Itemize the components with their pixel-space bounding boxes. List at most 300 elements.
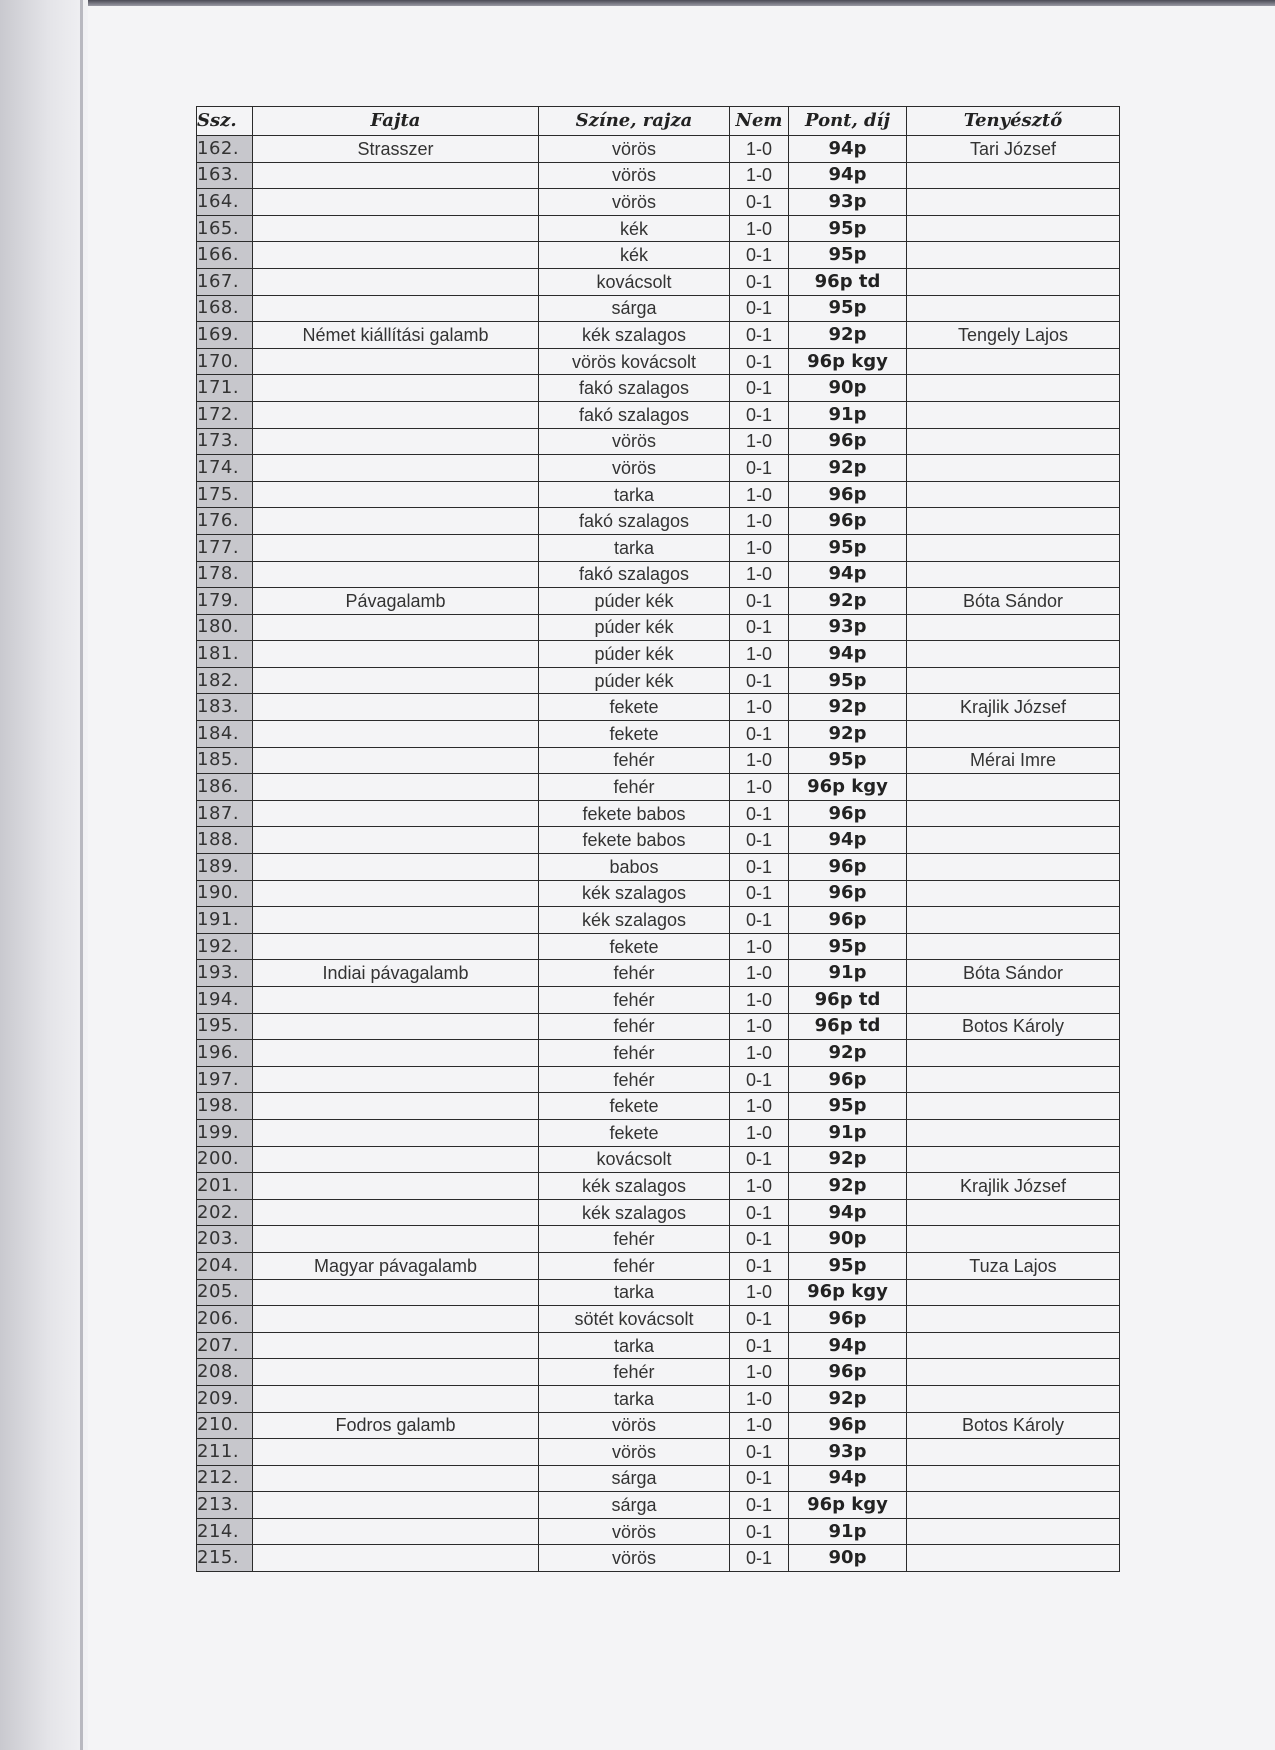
table-row bbox=[197, 136, 1120, 163]
breed-cell bbox=[253, 215, 539, 242]
row-number: 185. bbox=[197, 747, 253, 774]
breeder-cell bbox=[907, 534, 1120, 561]
row-number: 198. bbox=[197, 1093, 253, 1120]
color-cell: kék bbox=[539, 215, 730, 242]
breeder-cell bbox=[907, 827, 1120, 854]
breeder-cell: Bóta Sándor bbox=[907, 588, 1120, 615]
table-body bbox=[197, 136, 1120, 1572]
score-cell: 96p td bbox=[789, 987, 907, 1014]
breed-cell bbox=[253, 800, 539, 827]
breed-cell bbox=[253, 827, 539, 854]
row-number: 178. bbox=[197, 561, 253, 588]
breed-cell: Német kiállítási galamb bbox=[253, 322, 539, 349]
breeder-cell bbox=[907, 614, 1120, 641]
table-row bbox=[197, 907, 1120, 934]
breed-cell bbox=[253, 1359, 539, 1386]
sex-cell: 1-0 bbox=[730, 481, 789, 508]
color-cell: sárga bbox=[539, 1492, 730, 1519]
breed-cell bbox=[253, 1013, 539, 1040]
score-cell: 95p bbox=[789, 1093, 907, 1120]
sex-cell: 1-0 bbox=[730, 933, 789, 960]
breed-cell bbox=[253, 1040, 539, 1067]
row-number: 200. bbox=[197, 1146, 253, 1173]
color-cell: fakó szalagos bbox=[539, 375, 730, 402]
breed-cell bbox=[253, 348, 539, 375]
table-row bbox=[197, 1385, 1120, 1412]
table-row bbox=[197, 1518, 1120, 1545]
sex-cell: 0-1 bbox=[730, 1306, 789, 1333]
score-cell: 90p bbox=[789, 1545, 907, 1572]
breed-cell bbox=[253, 242, 539, 269]
color-cell: vörös bbox=[539, 1545, 730, 1572]
breeder-cell bbox=[907, 1465, 1120, 1492]
table-row bbox=[197, 721, 1120, 748]
score-cell: 96p bbox=[789, 1066, 907, 1093]
breed-cell bbox=[253, 455, 539, 482]
table-row bbox=[197, 1332, 1120, 1359]
breed-cell bbox=[253, 747, 539, 774]
breed-cell bbox=[253, 1332, 539, 1359]
breed-cell bbox=[253, 721, 539, 748]
table-row bbox=[197, 348, 1120, 375]
sex-cell: 0-1 bbox=[730, 1545, 789, 1572]
color-cell: fehér bbox=[539, 1066, 730, 1093]
table-row bbox=[197, 375, 1120, 402]
table-row bbox=[197, 1492, 1120, 1519]
row-number: 215. bbox=[197, 1545, 253, 1572]
breeder-cell: Krajlik József bbox=[907, 1173, 1120, 1200]
binding-shadow bbox=[0, 0, 88, 1750]
table-row bbox=[197, 641, 1120, 668]
scan-top-edge bbox=[0, 0, 1275, 6]
breed-cell bbox=[253, 1173, 539, 1200]
table-row bbox=[197, 455, 1120, 482]
results-table bbox=[196, 106, 1120, 1572]
sex-cell: 0-1 bbox=[730, 907, 789, 934]
breeder-cell bbox=[907, 1040, 1120, 1067]
breed-cell bbox=[253, 694, 539, 721]
sex-cell: 0-1 bbox=[730, 401, 789, 428]
table-row bbox=[197, 561, 1120, 588]
color-cell: kovácsolt bbox=[539, 268, 730, 295]
score-cell: 94p bbox=[789, 136, 907, 163]
row-number: 184. bbox=[197, 721, 253, 748]
color-cell: vörös bbox=[539, 1439, 730, 1466]
breeder-cell bbox=[907, 162, 1120, 189]
breeder-cell bbox=[907, 508, 1120, 535]
table-row bbox=[197, 162, 1120, 189]
score-cell: 93p bbox=[789, 189, 907, 216]
breed-cell bbox=[253, 1226, 539, 1253]
row-number: 173. bbox=[197, 428, 253, 455]
breeder-cell bbox=[907, 1439, 1120, 1466]
color-cell: vörös bbox=[539, 162, 730, 189]
breed-cell bbox=[253, 907, 539, 934]
breeder-cell: Krajlik József bbox=[907, 694, 1120, 721]
sex-cell: 0-1 bbox=[730, 1226, 789, 1253]
row-number: 211. bbox=[197, 1439, 253, 1466]
color-cell: fekete bbox=[539, 694, 730, 721]
row-number: 162. bbox=[197, 136, 253, 163]
breed-cell bbox=[253, 401, 539, 428]
table-row bbox=[197, 827, 1120, 854]
table-row bbox=[197, 933, 1120, 960]
row-number: 199. bbox=[197, 1119, 253, 1146]
row-number: 188. bbox=[197, 827, 253, 854]
sex-cell: 0-1 bbox=[730, 295, 789, 322]
sex-cell: 1-0 bbox=[730, 1173, 789, 1200]
color-cell: vörös bbox=[539, 189, 730, 216]
breeder-cell bbox=[907, 455, 1120, 482]
sex-cell: 1-0 bbox=[730, 1119, 789, 1146]
score-cell: 92p bbox=[789, 455, 907, 482]
row-number: 212. bbox=[197, 1465, 253, 1492]
breeder-cell: Tuza Lajos bbox=[907, 1252, 1120, 1279]
row-number: 172. bbox=[197, 401, 253, 428]
breeder-cell bbox=[907, 854, 1120, 881]
sex-cell: 0-1 bbox=[730, 1252, 789, 1279]
color-cell: fekete babos bbox=[539, 800, 730, 827]
row-number: 177. bbox=[197, 534, 253, 561]
table-row bbox=[197, 880, 1120, 907]
table-row bbox=[197, 1412, 1120, 1439]
score-cell: 96p td bbox=[789, 1013, 907, 1040]
color-cell: púder kék bbox=[539, 641, 730, 668]
breed-cell bbox=[253, 987, 539, 1014]
header-row bbox=[197, 107, 1120, 136]
score-cell: 96p td bbox=[789, 268, 907, 295]
breeder-cell bbox=[907, 1066, 1120, 1093]
sex-cell: 1-0 bbox=[730, 162, 789, 189]
sex-cell: 1-0 bbox=[730, 1093, 789, 1120]
row-number: 170. bbox=[197, 348, 253, 375]
sex-cell: 0-1 bbox=[730, 667, 789, 694]
breed-cell: Pávagalamb bbox=[253, 588, 539, 615]
sex-cell: 1-0 bbox=[730, 1412, 789, 1439]
sex-cell: 0-1 bbox=[730, 242, 789, 269]
table-row bbox=[197, 1545, 1120, 1572]
color-cell: fehér bbox=[539, 1252, 730, 1279]
breeder-cell bbox=[907, 907, 1120, 934]
score-cell: 96p bbox=[789, 508, 907, 535]
row-number: 181. bbox=[197, 641, 253, 668]
table-row bbox=[197, 534, 1120, 561]
sex-cell: 0-1 bbox=[730, 1492, 789, 1519]
sex-cell: 0-1 bbox=[730, 1465, 789, 1492]
row-number: 176. bbox=[197, 508, 253, 535]
breeder-cell bbox=[907, 1199, 1120, 1226]
color-cell: tarka bbox=[539, 481, 730, 508]
table-row bbox=[197, 854, 1120, 881]
color-cell: fehér bbox=[539, 987, 730, 1014]
row-number: 203. bbox=[197, 1226, 253, 1253]
breeder-cell bbox=[907, 1226, 1120, 1253]
breed-cell bbox=[253, 667, 539, 694]
score-cell: 96p bbox=[789, 428, 907, 455]
sex-cell: 0-1 bbox=[730, 1066, 789, 1093]
table-row bbox=[197, 268, 1120, 295]
breed-cell bbox=[253, 1119, 539, 1146]
breed-cell bbox=[253, 189, 539, 216]
row-number: 168. bbox=[197, 295, 253, 322]
color-cell: sárga bbox=[539, 295, 730, 322]
sex-cell: 1-0 bbox=[730, 508, 789, 535]
row-number: 204. bbox=[197, 1252, 253, 1279]
color-cell: fakó szalagos bbox=[539, 508, 730, 535]
table-row bbox=[197, 694, 1120, 721]
row-number: 187. bbox=[197, 800, 253, 827]
table-row bbox=[197, 1013, 1120, 1040]
sex-cell: 1-0 bbox=[730, 1359, 789, 1386]
color-cell: sötét kovácsolt bbox=[539, 1306, 730, 1333]
score-cell: 92p bbox=[789, 1146, 907, 1173]
score-cell: 96p kgy bbox=[789, 348, 907, 375]
breed-cell bbox=[253, 1492, 539, 1519]
sex-cell: 1-0 bbox=[730, 1385, 789, 1412]
breeder-cell bbox=[907, 1279, 1120, 1306]
breeder-cell bbox=[907, 1385, 1120, 1412]
table-row bbox=[197, 987, 1120, 1014]
breeder-cell: Mérai Imre bbox=[907, 747, 1120, 774]
breeder-cell: Bóta Sándor bbox=[907, 960, 1120, 987]
score-cell: 92p bbox=[789, 322, 907, 349]
breed-cell bbox=[253, 162, 539, 189]
breed-cell bbox=[253, 375, 539, 402]
sex-cell: 1-0 bbox=[730, 641, 789, 668]
breed-cell bbox=[253, 561, 539, 588]
color-cell: tarka bbox=[539, 534, 730, 561]
sex-cell: 1-0 bbox=[730, 1013, 789, 1040]
score-cell: 96p kgy bbox=[789, 1492, 907, 1519]
table-row bbox=[197, 960, 1120, 987]
color-cell: púder kék bbox=[539, 614, 730, 641]
table-row bbox=[197, 588, 1120, 615]
breeder-cell bbox=[907, 987, 1120, 1014]
breed-cell: Magyar pávagalamb bbox=[253, 1252, 539, 1279]
breed-cell: Indiai pávagalamb bbox=[253, 960, 539, 987]
header-fajta: Fajta bbox=[253, 107, 539, 136]
score-cell: 91p bbox=[789, 960, 907, 987]
table-row bbox=[197, 774, 1120, 801]
breed-cell bbox=[253, 933, 539, 960]
row-number: 208. bbox=[197, 1359, 253, 1386]
sex-cell: 1-0 bbox=[730, 215, 789, 242]
score-cell: 92p bbox=[789, 1385, 907, 1412]
row-number: 179. bbox=[197, 588, 253, 615]
color-cell: fehér bbox=[539, 1013, 730, 1040]
row-number: 174. bbox=[197, 455, 253, 482]
sex-cell: 0-1 bbox=[730, 268, 789, 295]
color-cell: púder kék bbox=[539, 667, 730, 694]
breeder-cell bbox=[907, 375, 1120, 402]
sex-cell: 0-1 bbox=[730, 189, 789, 216]
score-cell: 95p bbox=[789, 933, 907, 960]
score-cell: 92p bbox=[789, 1173, 907, 1200]
score-cell: 96p bbox=[789, 854, 907, 881]
row-number: 163. bbox=[197, 162, 253, 189]
color-cell: vörös bbox=[539, 455, 730, 482]
breed-cell bbox=[253, 1066, 539, 1093]
header-szine: Színe, rajza bbox=[539, 107, 730, 136]
table-row bbox=[197, 322, 1120, 349]
color-cell: vörös bbox=[539, 1518, 730, 1545]
breeder-cell bbox=[907, 1492, 1120, 1519]
sex-cell: 0-1 bbox=[730, 827, 789, 854]
breed-cell bbox=[253, 508, 539, 535]
row-number: 197. bbox=[197, 1066, 253, 1093]
breed-cell bbox=[253, 880, 539, 907]
color-cell: sárga bbox=[539, 1465, 730, 1492]
breeder-cell bbox=[907, 800, 1120, 827]
color-cell: fekete bbox=[539, 1119, 730, 1146]
score-cell: 91p bbox=[789, 1518, 907, 1545]
table-row bbox=[197, 1199, 1120, 1226]
sex-cell: 1-0 bbox=[730, 534, 789, 561]
breeder-cell bbox=[907, 1306, 1120, 1333]
score-cell: 95p bbox=[789, 747, 907, 774]
score-cell: 92p bbox=[789, 721, 907, 748]
sex-cell: 1-0 bbox=[730, 774, 789, 801]
sex-cell: 0-1 bbox=[730, 588, 789, 615]
breeder-cell bbox=[907, 667, 1120, 694]
color-cell: fekete bbox=[539, 1093, 730, 1120]
breed-cell: Fodros galamb bbox=[253, 1412, 539, 1439]
score-cell: 92p bbox=[789, 588, 907, 615]
header-ssz: Ssz. bbox=[197, 107, 253, 136]
row-number: 180. bbox=[197, 614, 253, 641]
breed-cell bbox=[253, 614, 539, 641]
table-row bbox=[197, 1119, 1120, 1146]
score-cell: 94p bbox=[789, 1332, 907, 1359]
color-cell: kék szalagos bbox=[539, 907, 730, 934]
row-number: 165. bbox=[197, 215, 253, 242]
color-cell: vörös bbox=[539, 136, 730, 163]
sex-cell: 1-0 bbox=[730, 136, 789, 163]
color-cell: fehér bbox=[539, 774, 730, 801]
breeder-cell bbox=[907, 1093, 1120, 1120]
sex-cell: 0-1 bbox=[730, 721, 789, 748]
breed-cell bbox=[253, 428, 539, 455]
header-pont: Pont, díj bbox=[789, 107, 907, 136]
table-row bbox=[197, 1359, 1120, 1386]
row-number: 186. bbox=[197, 774, 253, 801]
row-number: 189. bbox=[197, 854, 253, 881]
score-cell: 95p bbox=[789, 534, 907, 561]
breeder-cell bbox=[907, 561, 1120, 588]
score-cell: 96p kgy bbox=[789, 1279, 907, 1306]
score-cell: 93p bbox=[789, 1439, 907, 1466]
breeder-cell bbox=[907, 1518, 1120, 1545]
table-row bbox=[197, 215, 1120, 242]
table-row bbox=[197, 1066, 1120, 1093]
color-cell: kovácsolt bbox=[539, 1146, 730, 1173]
table-row bbox=[197, 1093, 1120, 1120]
sex-cell: 1-0 bbox=[730, 694, 789, 721]
color-cell: kék bbox=[539, 242, 730, 269]
score-cell: 91p bbox=[789, 401, 907, 428]
sex-cell: 0-1 bbox=[730, 1199, 789, 1226]
score-cell: 96p bbox=[789, 1412, 907, 1439]
color-cell: fakó szalagos bbox=[539, 561, 730, 588]
header-nem: Nem bbox=[730, 107, 789, 136]
breed-cell bbox=[253, 534, 539, 561]
breeder-cell: Botos Károly bbox=[907, 1013, 1120, 1040]
row-number: 194. bbox=[197, 987, 253, 1014]
row-number: 202. bbox=[197, 1199, 253, 1226]
breeder-cell bbox=[907, 880, 1120, 907]
breeder-cell bbox=[907, 481, 1120, 508]
header-tenyeszto: Tenyésztő bbox=[907, 107, 1120, 136]
breeder-cell bbox=[907, 774, 1120, 801]
row-number: 206. bbox=[197, 1306, 253, 1333]
table-row bbox=[197, 614, 1120, 641]
score-cell: 96p bbox=[789, 1306, 907, 1333]
sex-cell: 0-1 bbox=[730, 322, 789, 349]
score-cell: 96p bbox=[789, 1359, 907, 1386]
sex-cell: 0-1 bbox=[730, 1439, 789, 1466]
breeder-cell bbox=[907, 401, 1120, 428]
score-cell: 94p bbox=[789, 561, 907, 588]
table-row bbox=[197, 401, 1120, 428]
score-cell: 94p bbox=[789, 1465, 907, 1492]
breeder-cell bbox=[907, 1146, 1120, 1173]
breeder-cell: Tengely Lajos bbox=[907, 322, 1120, 349]
sex-cell: 0-1 bbox=[730, 800, 789, 827]
breed-cell: Strasszer bbox=[253, 136, 539, 163]
breeder-cell bbox=[907, 721, 1120, 748]
breed-cell bbox=[253, 641, 539, 668]
score-cell: 94p bbox=[789, 162, 907, 189]
score-cell: 95p bbox=[789, 215, 907, 242]
breeder-cell bbox=[907, 1545, 1120, 1572]
color-cell: fekete bbox=[539, 721, 730, 748]
color-cell: fehér bbox=[539, 747, 730, 774]
row-number: 182. bbox=[197, 667, 253, 694]
breed-cell bbox=[253, 1465, 539, 1492]
sex-cell: 0-1 bbox=[730, 1146, 789, 1173]
breed-cell bbox=[253, 774, 539, 801]
table-row bbox=[197, 800, 1120, 827]
sex-cell: 0-1 bbox=[730, 614, 789, 641]
breed-cell bbox=[253, 1385, 539, 1412]
score-cell: 93p bbox=[789, 614, 907, 641]
breed-cell bbox=[253, 1146, 539, 1173]
color-cell: vörös bbox=[539, 1412, 730, 1439]
breed-cell bbox=[253, 1439, 539, 1466]
color-cell: vörös bbox=[539, 428, 730, 455]
table-row bbox=[197, 1173, 1120, 1200]
table-row bbox=[197, 1226, 1120, 1253]
table-row bbox=[197, 295, 1120, 322]
color-cell: fekete babos bbox=[539, 827, 730, 854]
breeder-cell bbox=[907, 641, 1120, 668]
row-number: 183. bbox=[197, 694, 253, 721]
row-number: 213. bbox=[197, 1492, 253, 1519]
score-cell: 96p bbox=[789, 907, 907, 934]
table-row bbox=[197, 1279, 1120, 1306]
breed-cell bbox=[253, 268, 539, 295]
row-number: 209. bbox=[197, 1385, 253, 1412]
table-row bbox=[197, 667, 1120, 694]
breed-cell bbox=[253, 1279, 539, 1306]
breeder-cell bbox=[907, 1119, 1120, 1146]
score-cell: 94p bbox=[789, 641, 907, 668]
table-row bbox=[197, 189, 1120, 216]
row-number: 207. bbox=[197, 1332, 253, 1359]
breeder-cell bbox=[907, 189, 1120, 216]
color-cell: tarka bbox=[539, 1332, 730, 1359]
row-number: 210. bbox=[197, 1412, 253, 1439]
